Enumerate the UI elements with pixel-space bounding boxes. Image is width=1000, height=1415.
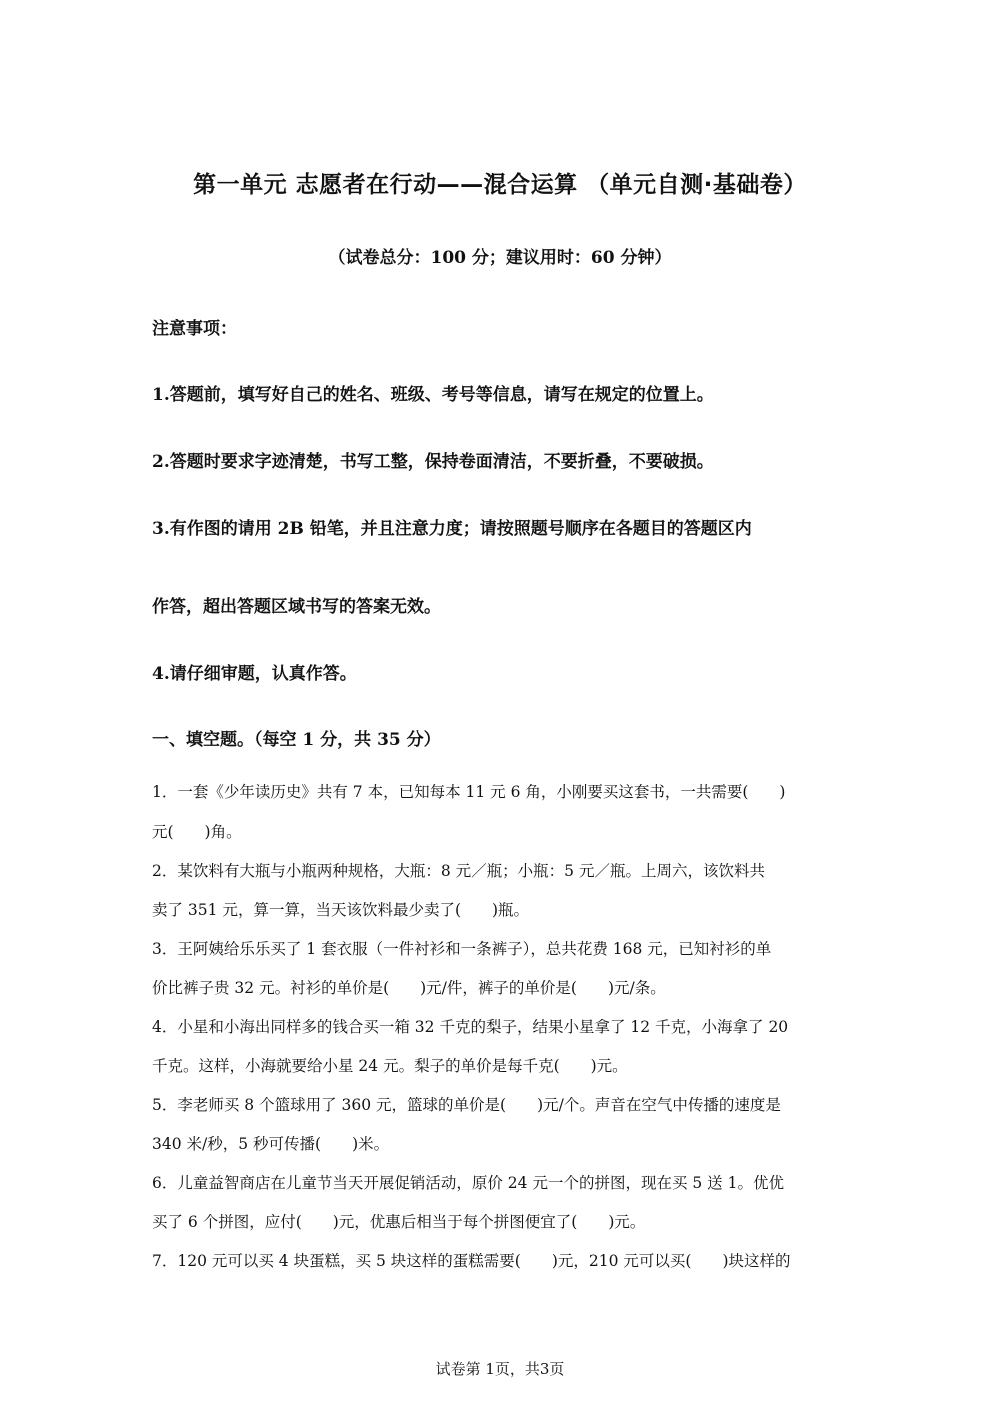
exam-subtitle: （试卷总分：100 分；建议用时：60 分钟） bbox=[328, 248, 672, 268]
notice-item: 3.有作图的请用 2B 铅笔，并且注意力度；请按照题号顺序在各题目的答题区内 bbox=[152, 519, 752, 539]
notice-item-continued: 作答，超出答题区域书写的答案无效。 bbox=[152, 597, 441, 617]
notice-item: 1.答题前，填写好自己的姓名、班级、考号等信息，请写在规定的位置上。 bbox=[152, 385, 714, 405]
page-footer: 试卷第 1页，共3页 bbox=[435, 1360, 565, 1378]
question-line: 价比裤子贵 32 元。衬衫的单价是( )元/件，裤子的单价是( )元/条。 bbox=[152, 979, 666, 997]
question-line: 7．120 元可以买 4 块蛋糕，买 5 块这样的蛋糕需要( )元，210 元可以买( )块这样的 bbox=[152, 1252, 791, 1270]
notice-item: 4.请仔细审题，认真作答。 bbox=[152, 664, 357, 684]
question-line: 买了 6 个拼图，应付( )元，优惠后相当于每个拼图便宜了( )元。 bbox=[152, 1213, 646, 1231]
question-line: 3．王阿姨给乐乐买了 1 套衣服（一件衬衫和一条裤子），总共花费 168 元，已知衬衫的单 bbox=[152, 940, 772, 958]
question-line: 元( )角。 bbox=[152, 823, 242, 841]
notice-item: 2.答题时要求字迹清楚，书写工整，保持卷面清洁，不要折叠，不要破损。 bbox=[152, 452, 714, 472]
notice-heading: 注意事项： bbox=[152, 319, 237, 339]
question-line: 4．小星和小海出同样多的钱合买一箱 32 千克的梨子，结果小星拿了 12 千克，小海拿了 20 bbox=[152, 1018, 789, 1036]
question-line: 1．一套《少年读历史》共有 7 本，已知每本 11 元 6 角，小刚要买这套书，一共需要( ) bbox=[152, 783, 786, 801]
question-line: 6．儿童益智商店在儿童节当天开展促销活动，原价 24 元一个的拼图，现在买 5 送 1。优优 bbox=[152, 1174, 784, 1192]
exam-title: 第一单元 志愿者在行动——混合运算 （单元自测·基础卷） bbox=[193, 172, 807, 198]
section-heading: 一、填空题。（每空 1 分，共 35 分） bbox=[152, 730, 441, 750]
question-line: 340 米/秒，5 秒可传播( )米。 bbox=[152, 1135, 390, 1153]
question-line: 5．李老师买 8 个篮球用了 360 元，篮球的单价是( )元/个。声音在空气中传播的速度是 bbox=[152, 1096, 781, 1114]
question-line: 卖了 351 元，算一算，当天该饮料最少卖了( )瓶。 bbox=[152, 901, 530, 919]
question-line: 2．某饮料有大瓶与小瓶两种规格，大瓶：8 元／瓶；小瓶：5 元／瓶。上周六，该饮料共 bbox=[152, 862, 765, 880]
question-line: 千克。这样，小海就要给小星 24 元。梨子的单价是每千克( )元。 bbox=[152, 1057, 628, 1075]
